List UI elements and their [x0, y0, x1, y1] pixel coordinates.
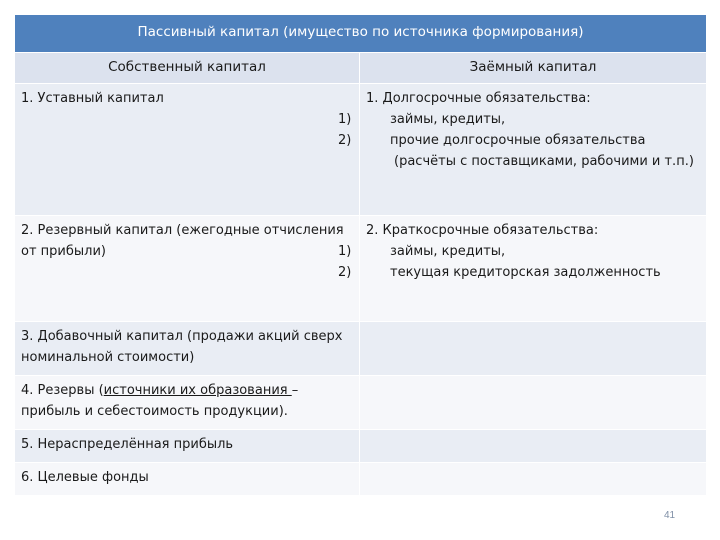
table-row [15, 84, 707, 216]
table-header-row [15, 15, 707, 53]
list-text: текущая кредиторская задолженность [390, 265, 661, 280]
list-item [338, 262, 700, 283]
list-number: 1) [338, 244, 352, 259]
cell-own-capital [15, 376, 360, 430]
cell-own-capital: 2. Резервный капитал (ежегодные отчисления от прибыли) [15, 216, 360, 322]
reserves-text-end: – прибыль и себестоимость продукции). [21, 383, 299, 419]
cell-own-capital: 6. Целевые фонды [15, 463, 360, 496]
cell-own-capital: 3. Добавочный капитал (продажи акций сверх номинальной стоимости) [15, 322, 360, 376]
reserves-underlined-text: источники их образования [103, 383, 292, 398]
table-row [15, 322, 707, 376]
cell-own-capital: 1. Уставный капитал [15, 84, 360, 216]
list-item [338, 130, 700, 172]
cell-empty [360, 430, 707, 463]
table-row [15, 463, 707, 496]
list-text: займы, кредиты, [390, 244, 506, 259]
capital-table [14, 14, 707, 496]
cell-own-capital: 5. Нераспределённая прибыль [15, 430, 360, 463]
cell-empty [360, 322, 707, 376]
column-header-borrowed-capital: Заёмный капитал [360, 53, 707, 84]
list-number: 1) [338, 112, 352, 127]
list-text: займы, кредиты, [390, 112, 506, 127]
list-item [338, 241, 700, 262]
table-row [15, 430, 707, 463]
short-term-title: 2. Краткосрочные обязательства: [366, 223, 599, 238]
list-text: прочие долгосрочные обязательства (расчёты с поставщиками, рабочими и т.п.) [390, 133, 694, 169]
cell-empty [360, 463, 707, 496]
cell-borrowed-capital [338, 216, 707, 322]
page-number: 41 [664, 510, 676, 521]
table-row [15, 216, 707, 322]
cell-borrowed-capital [338, 84, 707, 216]
column-header-own-capital: Собственный капитал [15, 53, 360, 84]
list-number: 2) [338, 265, 352, 280]
cell-empty [360, 376, 707, 430]
table-row [15, 376, 707, 430]
list-item [338, 109, 700, 130]
list-number: 2) [338, 133, 352, 148]
reserves-text-start: 4. Резервы ( [21, 383, 104, 398]
table-title: Пассивный капитал (имущество по источника формирования) [15, 15, 707, 53]
column-header-row [15, 53, 707, 84]
long-term-title: 1. Долгосрочные обязательства: [366, 91, 591, 106]
